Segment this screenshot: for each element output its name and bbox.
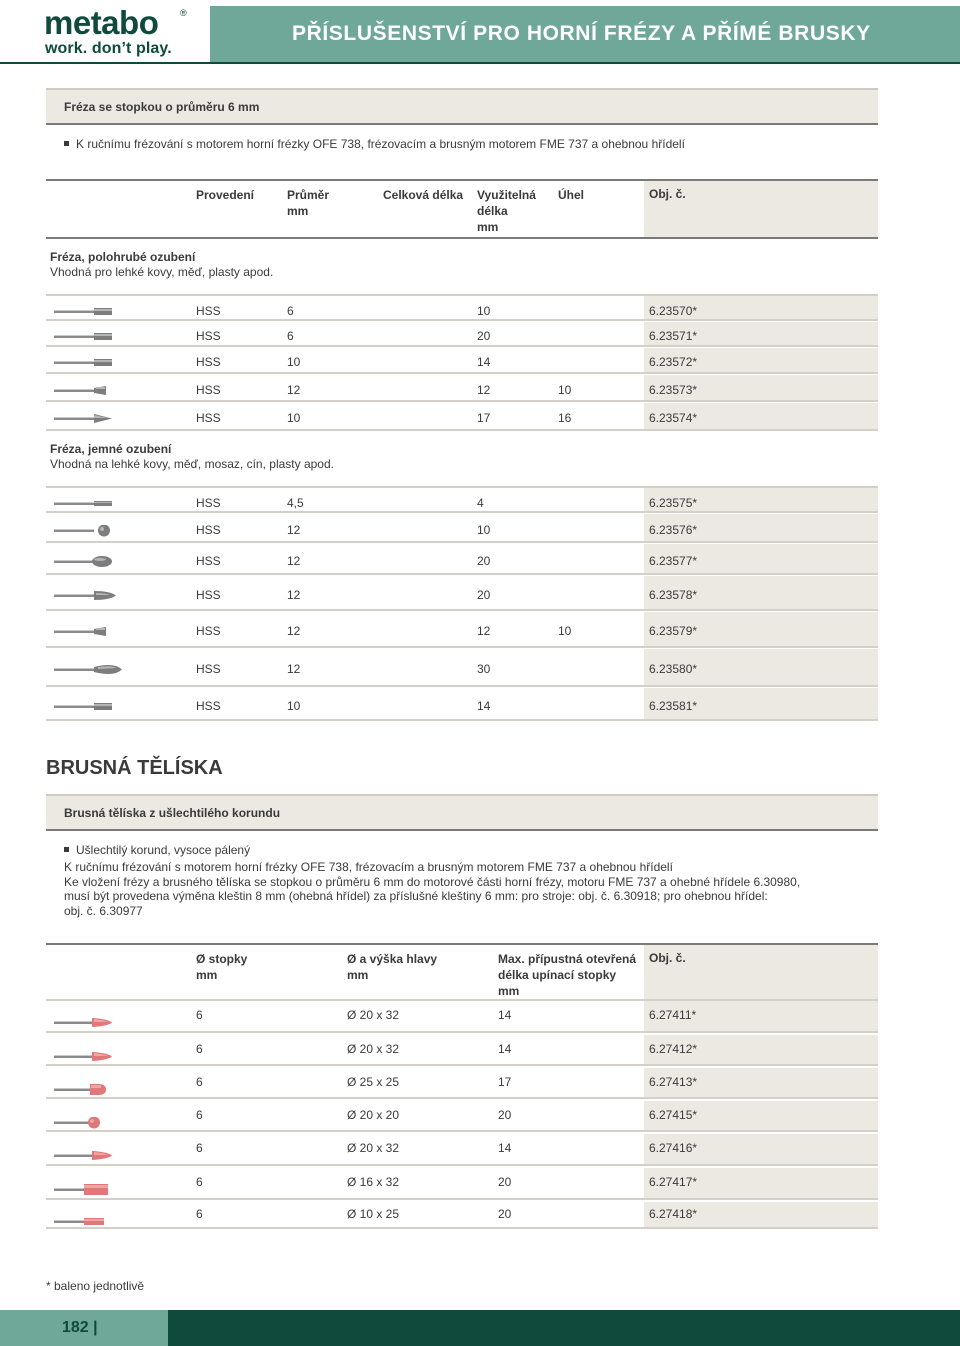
col-max-delka: [498, 951, 636, 999]
order-number: 6.23570*: [649, 304, 698, 318]
footnote: * baleno jednotlivě: [46, 1279, 145, 1293]
cell-usable-length: 12: [477, 624, 491, 638]
cell-material: HSS: [196, 411, 221, 425]
cell-material: HSS: [196, 383, 221, 397]
cell-head: Ø 20 x 32: [347, 1141, 400, 1155]
header-divider: [0, 62, 960, 64]
table-row: [46, 1068, 878, 1099]
small-cylinder-stone-icon: [54, 1215, 124, 1233]
cell-shank: 6: [196, 1175, 203, 1189]
cell-angle: 10: [558, 624, 572, 638]
cell-head: Ø 20 x 20: [347, 1108, 400, 1122]
cell-diameter: 12: [287, 624, 301, 638]
order-cell: [644, 649, 878, 685]
col-prumer: [287, 187, 329, 219]
table-row: [46, 486, 878, 513]
grinding-text-line-4: obj. č. 6.30977: [64, 904, 143, 918]
cell-usable-length: 4: [477, 496, 484, 510]
ball-cutter-icon: [54, 524, 124, 542]
col-stopka-line2: mm: [196, 968, 218, 982]
group-title: [50, 250, 273, 280]
grinding-section-bar: [46, 794, 878, 831]
order-cell: [644, 688, 878, 719]
cell-usable-length: 12: [477, 383, 491, 397]
order-cell: [644, 322, 878, 345]
cell-shank: 6: [196, 1207, 203, 1221]
col-obj: Obj. č.: [649, 187, 686, 201]
cell-max-len: 14: [498, 1141, 512, 1155]
table-row: [46, 688, 878, 721]
cell-max-len: 20: [498, 1207, 512, 1221]
page-header: [0, 0, 960, 64]
cell-usable-length: 30: [477, 662, 491, 676]
order-number: 6.23574*: [649, 411, 698, 425]
cell-usable-length: 10: [477, 304, 491, 318]
order-number: 6.23575*: [649, 496, 698, 510]
order-number: 6.23571*: [649, 329, 698, 343]
order-number: 6.23581*: [649, 699, 698, 713]
cylindrical-cutter-icon: [54, 330, 124, 348]
table-row: [46, 403, 878, 431]
table-row: [46, 375, 878, 402]
order-number: 6.23572*: [649, 355, 698, 369]
grinding-text-line-1: K ručnímu frézování s motorem horní frézky OFE 738, frézovacím a brusným motorem FME 737 a ohebnou hřídelí: [64, 860, 673, 874]
oval-cutter-icon: [54, 555, 124, 573]
order-cell: [644, 403, 878, 429]
col-vyuzitelna: [477, 187, 536, 235]
grinding-big-title: BRUSNÁ TĚLÍSKA: [46, 757, 223, 779]
cell-usable-length: 14: [477, 355, 491, 369]
cell-usable-length: 20: [477, 329, 491, 343]
cell-usable-length: 20: [477, 588, 491, 602]
col-hlava: [347, 951, 437, 983]
cell-diameter: 12: [287, 554, 301, 568]
col-prumer-line2: mm: [287, 204, 309, 218]
cylinder-stone-icon: [54, 1183, 124, 1201]
table-row: [46, 322, 878, 347]
cell-angle: 16: [558, 411, 572, 425]
cell-usable-length: 14: [477, 699, 491, 713]
cylindrical-cutter-icon: [54, 700, 124, 718]
cell-usable-length: 20: [477, 554, 491, 568]
order-cell: [644, 488, 878, 511]
cell-material: HSS: [196, 304, 221, 318]
cone-stone-icon: [54, 1149, 124, 1167]
order-cell: [644, 1101, 878, 1130]
order-cell: [644, 1202, 878, 1227]
table-row: [46, 514, 878, 543]
metabo-logo: [0, 0, 210, 62]
table-row: [46, 544, 878, 575]
logo-wordmark: metabo: [44, 4, 159, 41]
page-title: PŘÍSLUŠENSTVÍ PRO HORNÍ FRÉZY A PŘÍMÉ BRUSKY: [292, 22, 871, 45]
group-subtitle: Vhodná na lehké kovy, měď, mosaz, cín, plasty apod.: [50, 457, 334, 471]
logo-registered-mark: ®: [180, 8, 187, 18]
col-vyuzitelna-line2: délka: [477, 204, 508, 218]
col-uhel: Úhel: [558, 188, 585, 202]
cell-material: HSS: [196, 523, 221, 537]
cell-material: HSS: [196, 355, 221, 369]
col-hlava-line1: Ø a výška hlavy: [347, 952, 438, 966]
grinding-bullet: Ušlechtilý korund, vysoce pálený: [64, 843, 250, 857]
order-cell: [644, 296, 878, 319]
cell-angle: 10: [558, 383, 572, 397]
col-vyuzitelna-line3: mm: [477, 220, 499, 234]
cone-stone-icon: [54, 1050, 124, 1068]
cell-head: Ø 20 x 32: [347, 1008, 400, 1022]
group-heading: Fréza, jemné ozubení: [50, 442, 172, 456]
order-number: 6.23577*: [649, 554, 698, 568]
group-subtitle: Vhodná pro lehké kovy, měď, plasty apod.: [50, 265, 274, 279]
cell-shank: 6: [196, 1008, 203, 1022]
cell-diameter: 10: [287, 411, 301, 425]
order-number: 6.23579*: [649, 624, 698, 638]
logo-tagline: work. don’t play.: [45, 40, 172, 57]
cell-usable-length: 17: [477, 411, 491, 425]
order-number: 6.27417*: [649, 1175, 698, 1189]
page-number: 182 |: [62, 1319, 98, 1336]
cell-material: HSS: [196, 662, 221, 676]
order-number: 6.27411*: [649, 1008, 697, 1022]
dovetail-cutter-icon: [54, 625, 124, 643]
cell-diameter: 12: [287, 662, 301, 676]
grinding-section-title: Brusná tělíska z ušlechtilého korundu: [64, 806, 281, 820]
col-stopka-line1: Ø stopky: [196, 952, 248, 966]
col-max-line3: mm: [498, 984, 520, 998]
footer-page-box: [0, 1310, 168, 1346]
thin-cylinder-cutter-icon: [54, 497, 124, 515]
milling-table-header: [46, 179, 878, 239]
col-obj-bg: [644, 181, 878, 237]
col-max-line2: délka upínací stopky: [498, 968, 617, 982]
cell-material: HSS: [196, 329, 221, 343]
order-number: 6.23576*: [649, 523, 698, 537]
order-number: 6.27415*: [649, 1108, 698, 1122]
order-cell: [644, 375, 878, 400]
tree-cutter-icon: [54, 663, 124, 681]
cell-diameter: 4,5: [287, 496, 304, 510]
col-hlava-line2: mm: [347, 968, 369, 982]
cell-diameter: 12: [287, 523, 301, 537]
footer-band: [168, 1310, 960, 1346]
cell-diameter: 12: [287, 383, 301, 397]
table-row: [46, 294, 878, 321]
table-row: [46, 1035, 878, 1066]
cell-material: HSS: [196, 496, 221, 510]
cell-usable-length: 10: [477, 523, 491, 537]
cell-head: Ø 25 x 25: [347, 1075, 400, 1089]
cylindrical-cutter-icon: [54, 356, 124, 374]
order-cell: [644, 1168, 878, 1198]
col-provedeni: Provedení: [196, 188, 255, 202]
order-number: 6.27416*: [649, 1141, 698, 1155]
group-heading: Fréza, polohrubé ozubení: [50, 250, 196, 264]
dovetail-cutter-icon: [54, 384, 124, 402]
cone-stone-icon: [54, 1016, 124, 1034]
order-number: 6.27418*: [649, 1207, 698, 1221]
cell-max-len: 14: [498, 1042, 512, 1056]
milling-bullet: K ručnímu frézování s motorem horní frézky OFE 738, frézovacím a brusným motorem FME 737 a ohebnou hřídelí: [64, 137, 685, 151]
order-cell: [644, 348, 878, 372]
grinding-text-line-3: musí být provedena výměna kleštin 8 mm (ohebná hřídel) za příslušné kleštiny 6 mm: pro stroje: obj. č. 6.30918; pro ohebnou hřídel:: [64, 889, 768, 903]
cone-cutter-icon: [54, 412, 124, 430]
col-vyuzitelna-line1: Využitelná: [477, 188, 536, 202]
cell-max-len: 17: [498, 1075, 512, 1089]
order-number: 6.23573*: [649, 383, 698, 397]
cell-diameter: 10: [287, 699, 301, 713]
cell-head: Ø 10 x 25: [347, 1207, 400, 1221]
cell-max-len: 14: [498, 1008, 512, 1022]
cell-material: HSS: [196, 588, 221, 602]
col-prumer-line1: Průměr: [287, 188, 330, 202]
flame-cutter-icon: [54, 589, 124, 607]
ball-stone-icon: [54, 1116, 124, 1134]
group-title: [50, 442, 334, 472]
grinding-table-header: [46, 943, 878, 1001]
order-number: 6.27413*: [649, 1075, 698, 1089]
col-celkova: Celková délka: [383, 188, 464, 202]
order-cell: [644, 1001, 878, 1031]
cell-head: Ø 20 x 32: [347, 1042, 400, 1056]
cell-shank: 6: [196, 1141, 203, 1155]
cell-max-len: 20: [498, 1108, 512, 1122]
cell-material: HSS: [196, 554, 221, 568]
cell-shank: 6: [196, 1042, 203, 1056]
cell-material: HSS: [196, 699, 221, 713]
cell-shank: 6: [196, 1075, 203, 1089]
grinding-col-obj-bg: [644, 945, 878, 999]
table-row: [46, 1001, 878, 1033]
order-cell: [644, 1035, 878, 1064]
table-row: [46, 1134, 878, 1166]
cell-material: HSS: [196, 624, 221, 638]
col-max-line1: Max. přípustná otevřená: [498, 952, 637, 966]
cell-diameter: 6: [287, 304, 294, 318]
cell-diameter: 10: [287, 355, 301, 369]
milling-section-bar: [46, 88, 878, 125]
cylindrical-cutter-icon: [54, 305, 124, 323]
table-row: [46, 649, 878, 687]
order-number: 6.23578*: [649, 588, 698, 602]
order-number: 6.23580*: [649, 662, 698, 676]
cell-diameter: 6: [287, 329, 294, 343]
bullet-stone-icon: [54, 1083, 124, 1101]
table-row: [46, 612, 878, 648]
milling-section-title: Fréza se stopkou o průměru 6 mm: [64, 100, 260, 114]
table-row: [46, 1101, 878, 1132]
cell-shank: 6: [196, 1108, 203, 1122]
order-number: 6.27412*: [649, 1042, 698, 1056]
cell-max-len: 20: [498, 1175, 512, 1189]
order-cell: [644, 544, 878, 573]
order-cell: [644, 612, 878, 646]
order-cell: [644, 576, 878, 609]
order-cell: [644, 1068, 878, 1097]
cell-head: Ø 16 x 32: [347, 1175, 400, 1189]
col-stopka: [196, 951, 247, 983]
order-cell: [644, 1134, 878, 1164]
grinding-text-line-2: Ke vložení frézy a brusného tělíska se stopkou o průměru 6 mm do motorové části horní frézy, motoru FME 737 a ohebné hřídele 6.30980,: [64, 875, 801, 889]
cell-diameter: 12: [287, 588, 301, 602]
grinding-col-obj: Obj. č.: [649, 951, 686, 965]
table-row: [46, 1202, 878, 1229]
order-cell: [644, 514, 878, 541]
table-row: [46, 1168, 878, 1200]
table-row: [46, 348, 878, 374]
table-row: [46, 576, 878, 611]
